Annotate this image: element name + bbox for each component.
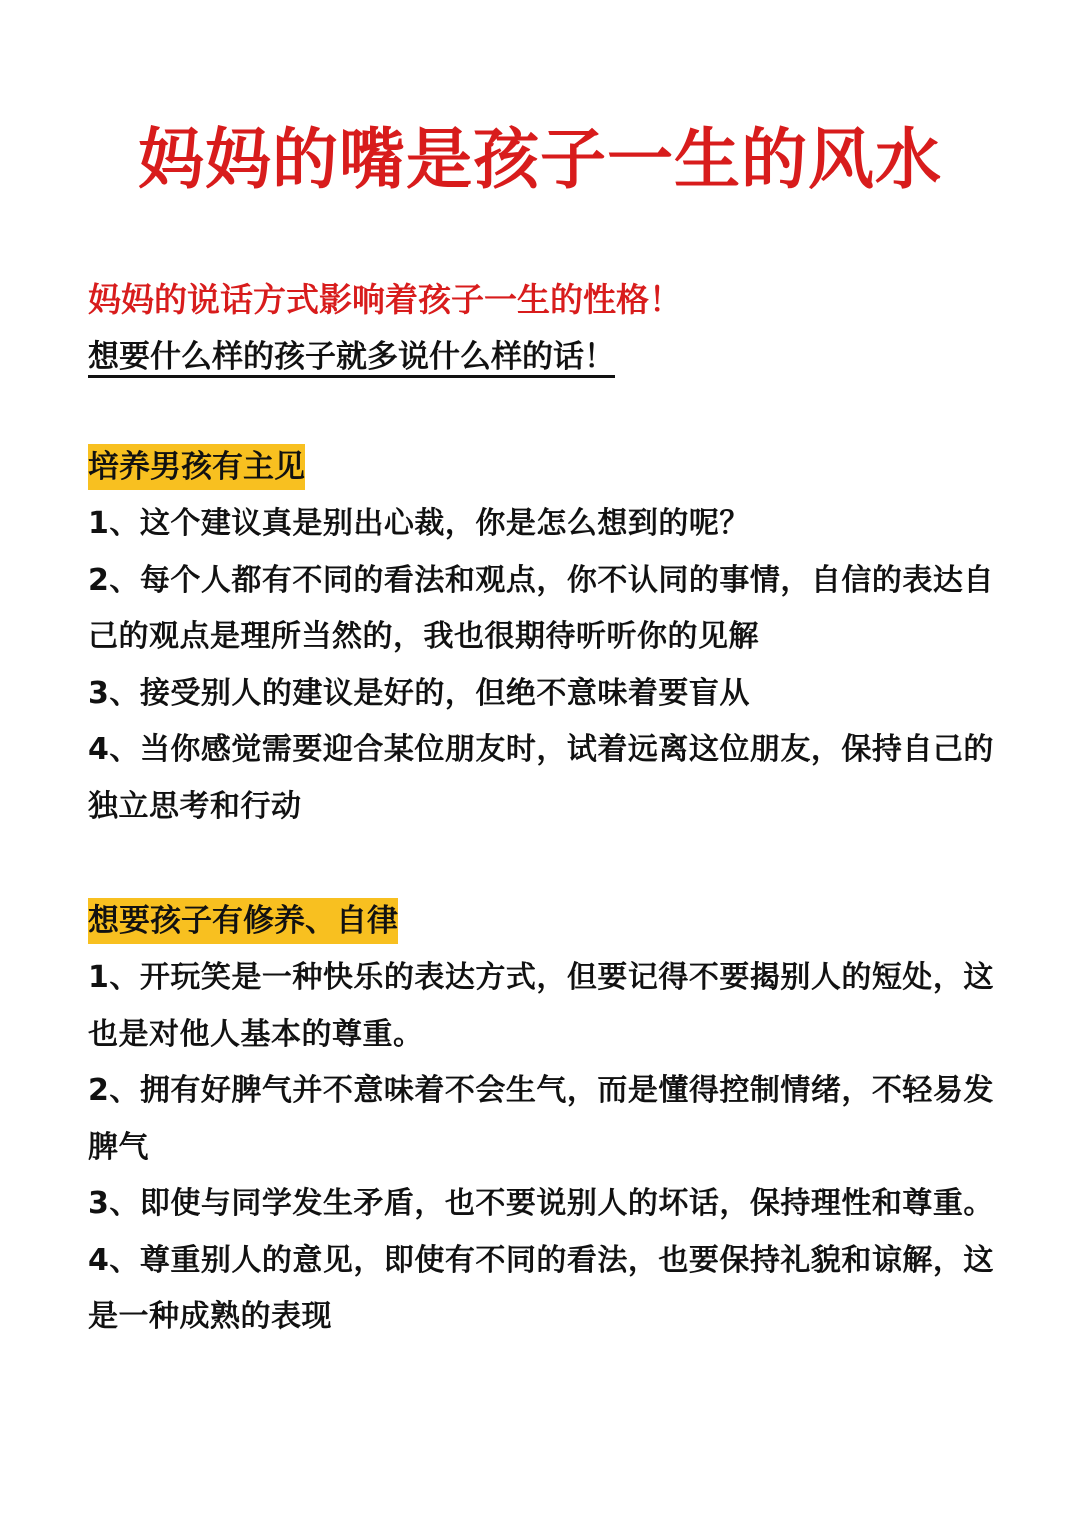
section-heading-independence: 培养男孩有主见 xyxy=(88,444,305,490)
list-item: 3、即使与同学发生矛盾，也不要说别人的坏话，保持理性和尊重。 xyxy=(88,1186,994,1221)
subtitle: 妈妈的说话方式影响着孩子一生的性格！ xyxy=(88,280,682,319)
tagline: 想要什么样的孩子就多说什么样的话！ xyxy=(88,339,615,375)
list-item: 4、当你感觉需要迎合某位朋友时，试着远离这位朋友，保持自己的独立思考和行动 xyxy=(88,732,994,824)
list-item: 2、每个人都有不同的看法和观点，你不认同的事情，自信的表达自己的观点是理所当然的，我也很期待听听你的见解 xyxy=(88,562,994,654)
section-list-independence xyxy=(88,496,1000,835)
list-item: 1、这个建议真是别出心裁，你是怎么想到的呢？ xyxy=(88,506,750,541)
list-item: 2、拥有好脾气并不意味着不会生气，而是懂得控制情绪，不轻易发脾气 xyxy=(88,1073,994,1165)
section-list-self-discipline xyxy=(88,950,1000,1346)
section-heading-self-discipline: 想要孩子有修养、自律 xyxy=(88,898,398,944)
list-item: 4、尊重别人的意见，即使有不同的看法，也要保持礼貌和谅解，这是一种成熟的表现 xyxy=(88,1242,994,1334)
page-title: 妈妈的嘴是孩子一生的风水 xyxy=(138,121,942,198)
list-item: 3、接受别人的建议是好的，但绝不意味着要盲从 xyxy=(88,675,750,711)
list-item: 1、开玩笑是一种快乐的表达方式，但要记得不要揭别人的短处，这也是对他人基本的尊重。 xyxy=(88,960,994,1052)
